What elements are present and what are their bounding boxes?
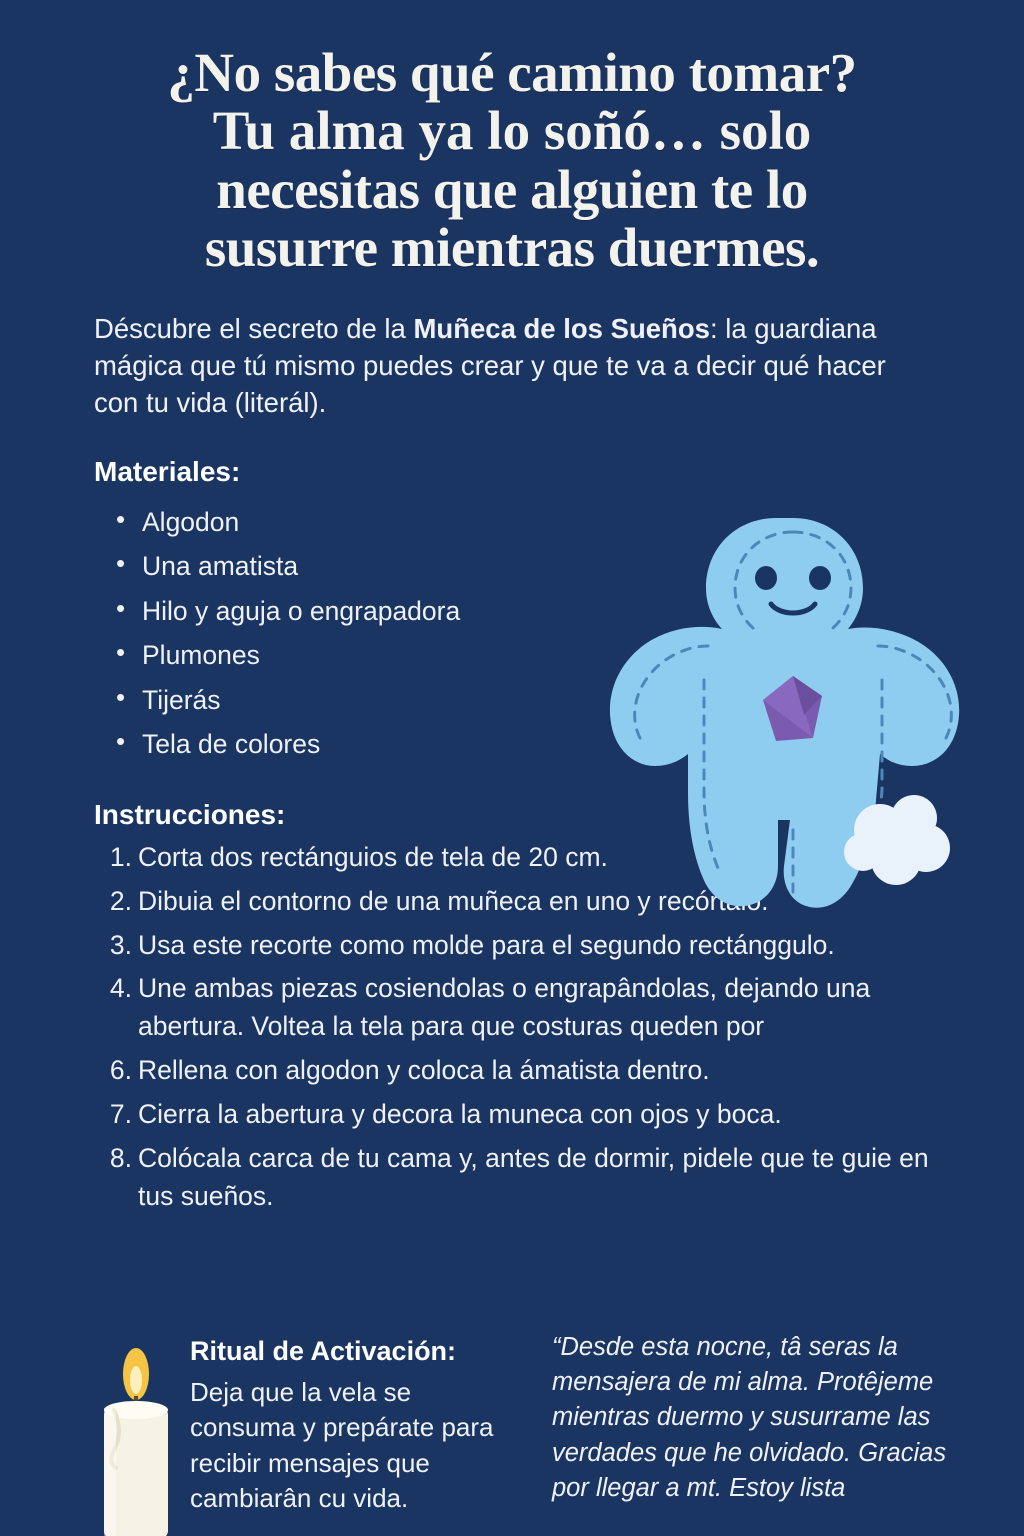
intro-paragraph: [56, 311, 968, 422]
list-item-number: 6.: [109, 1055, 132, 1086]
list-item: [98, 970, 968, 1046]
ritual-body: Deja que la vela se consuma y prepárate para recibir mensajes que cambiarân cu vida.: [190, 1377, 494, 1514]
page-title: [56, 44, 968, 277]
intro-text-before: Déscubre el secreto de la: [94, 313, 414, 345]
list-item: • Tela de colores: [114, 722, 968, 767]
intro-text-bold: Muñeca de los Sueños: [413, 313, 710, 345]
headline-line-2: Tu alma ya lo soñó… solo: [212, 100, 812, 162]
materials-title: Materiales:: [94, 455, 241, 487]
list-item-number: 2.: [109, 885, 132, 916]
headline-line-1: ¿No sabes qué camino tomar?: [167, 42, 857, 103]
list-item-number: 8.: [109, 1143, 132, 1174]
list-item: [98, 927, 968, 965]
candle-icon: [88, 1328, 184, 1536]
ritual-text-column: [190, 1336, 520, 1516]
ritual-title: Ritual de Activación:: [190, 1336, 457, 1366]
list-item: [98, 1140, 968, 1216]
headline-line-3: necesitas que alguien te lo: [216, 158, 808, 220]
list-item-text: Cierra la abertura y decora la muneca con ojos y boca.: [138, 1099, 782, 1130]
list-item: [98, 1096, 968, 1134]
list-item-text: Corta dos rectánguios de tela de 20 cm.: [138, 841, 608, 872]
list-item: • Algodon: [114, 500, 968, 545]
list-item-text: Dibuia el contorno de una muñeca en uno y recórtalo.: [138, 885, 769, 916]
list-item: • Tijerás: [114, 678, 968, 723]
ritual-section: [0, 1318, 1024, 1536]
list-item-number: 3.: [109, 929, 132, 960]
headline-line-4: susurre mientras duermes.: [204, 216, 820, 278]
ritual-quote: “Desde esta nocne, tâ seras la mensajera de mi alma. Protêjeme mientras duermo y susurrame las verdades que he olvidado. Gracias por llegar a mt. Estoy lista: [552, 1333, 947, 1502]
list-item: • Una amatista: [114, 544, 968, 589]
list-item-text: Usa este recorte como molde para el segundo rectánggulo.: [138, 929, 835, 960]
intro-text-after: : la guardiana mágica que tú mismo puedes crear y que te va a decir qué hacer con tu vida (literál).: [94, 313, 886, 418]
list-item-number: 4.: [109, 973, 132, 1004]
list-item-text: Colócala carca de tu cama y, antes de dormir, pidele que te guie en tus sueños.: [138, 1143, 929, 1211]
instructions-title: Instrucciones:: [94, 798, 286, 830]
list-item-number: 7.: [109, 1099, 132, 1130]
dream-doll-icon: [608, 500, 978, 920]
list-item-text: Rellena con algodon y coloca la ámatista dentro.: [138, 1055, 710, 1086]
list-item: • Plumones: [114, 633, 968, 678]
list-item: [98, 1052, 968, 1090]
list-item: • Hilo y aguja o engrapadora: [114, 589, 968, 634]
list-item-number: 1.: [109, 841, 132, 872]
list-item-text: Une ambas piezas cosiendolas o engrapândolas, dejando una abertura. Voltea la tela para que costuras queden por: [138, 973, 871, 1042]
